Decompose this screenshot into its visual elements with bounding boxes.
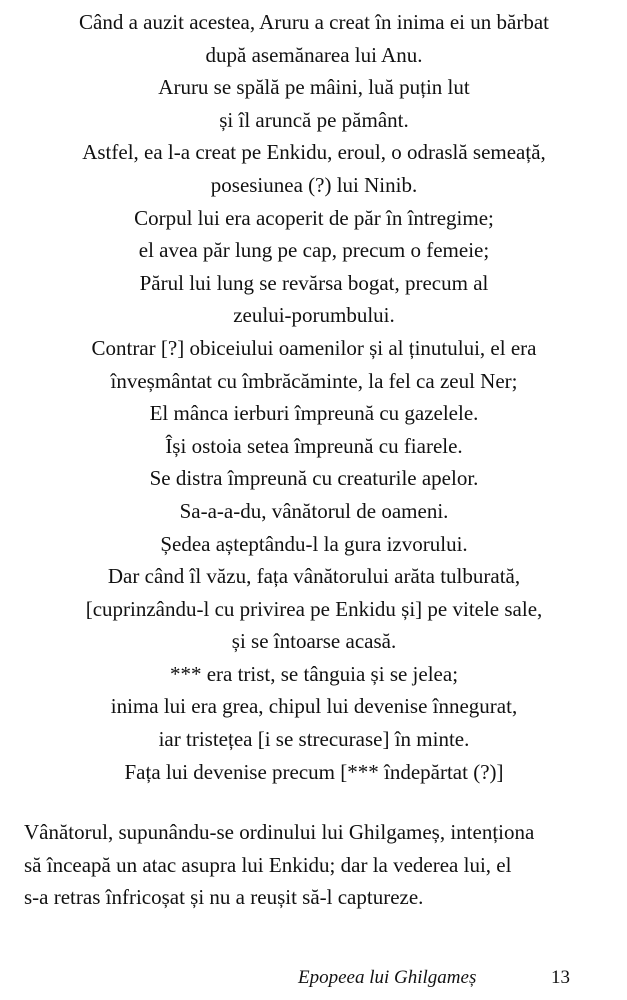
prose-line: să înceapă un atac asupra lui Enkidu; dar la vederea lui, el xyxy=(24,852,512,877)
verse-line: el avea păr lung pe cap, precum o femeie; xyxy=(138,238,490,263)
verse-line: inima lui era grea, chipul lui devenise înnegurat, xyxy=(110,694,518,719)
verse-line: zeului-porumbului. xyxy=(233,303,395,328)
verse-line: Aruru se spălă pe mâini, luă puțin lut xyxy=(158,75,470,100)
running-footer-title: Epopeea lui Ghilgameș xyxy=(298,967,477,988)
verse-line: Astfel, ea l-a creat pe Enkidu, eroul, o odraslă semeață, xyxy=(82,140,546,165)
verse-line: Ședea așteptându-l la gura izvorului. xyxy=(160,531,468,556)
verse-line: Își ostoia setea împreună cu fiarele. xyxy=(165,433,463,458)
verse-line: Se distra împreună cu creaturile apelor. xyxy=(149,466,479,491)
poem-verse xyxy=(14,6,614,788)
verse-line: posesiunea (?) lui Ninib. xyxy=(210,172,418,197)
verse-line: Sa-a-a-du, vânătorul de oameni. xyxy=(179,498,449,523)
verse-line: și se întoarse acasă. xyxy=(231,629,397,654)
verse-line: și îl aruncă pe pământ. xyxy=(219,107,409,132)
verse-line: Părul lui lung se revărsa bogat, precum al xyxy=(139,270,489,295)
verse-line: El mânca ierburi împreună cu gazelele. xyxy=(149,401,479,426)
prose-line: s-a retras înfricoșat și nu a reușit să-l captureze. xyxy=(24,885,424,910)
verse-line: *** era trist, se tânguia și se jelea; xyxy=(169,661,459,686)
verse-line: înveșmântat cu îmbrăcăminte, la fel ca zeul Ner; xyxy=(110,368,518,393)
verse-line: iar tristețea [i se strecurase] în minte. xyxy=(158,727,470,752)
verse-line: Dar când îl văzu, fața vânătorului arăta tulburată, xyxy=(107,564,521,589)
verse-line: după asemănarea lui Anu. xyxy=(205,42,423,67)
prose-line: Vânătorul, supunându-se ordinului lui Ghilgameș, intenționa xyxy=(24,820,535,844)
verse-line: Contrar [?] obiceiului oamenilor și al ținutului, el era xyxy=(91,335,537,360)
verse-line: [cuprinzându-l cu privirea pe Enkidu și] pe vitele sale, xyxy=(85,596,543,621)
prose-paragraph xyxy=(24,816,614,914)
verse-line: Când a auzit acestea, Aruru a creat în inima ei un bărbat xyxy=(79,10,549,34)
page-number: 13 xyxy=(551,967,570,988)
verse-line: Corpul lui era acoperit de păr în întregime; xyxy=(134,205,494,230)
verse-line: Fața lui devenise precum [*** îndepărtat (?)] xyxy=(124,759,504,784)
